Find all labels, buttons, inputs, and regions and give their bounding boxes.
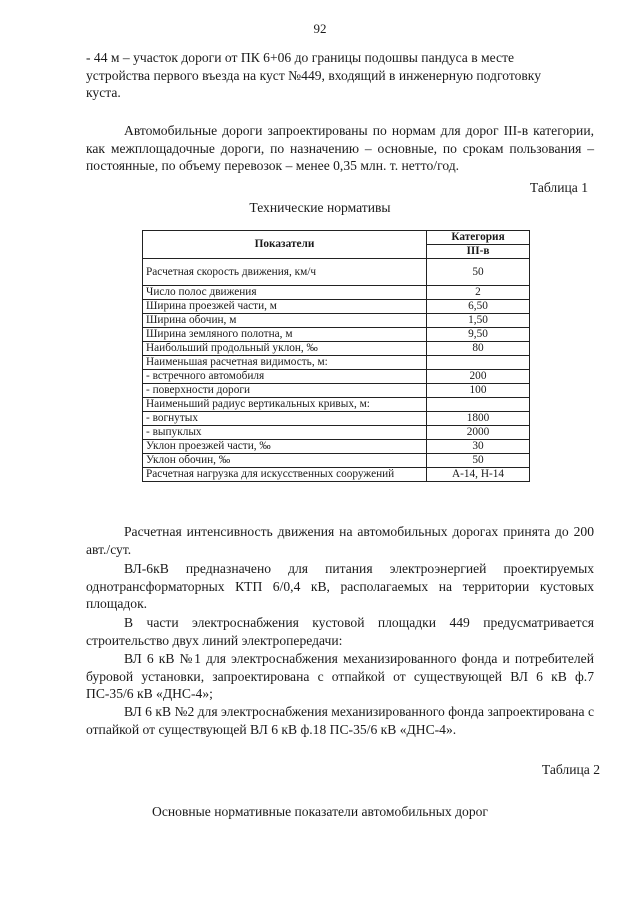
intro-line: куста. [86, 85, 121, 100]
table-cell-name: - выпуклых [143, 426, 427, 440]
table-cell-value: 6,50 [427, 300, 530, 314]
table-cell-value: 50 [427, 259, 530, 286]
category-value-header: III-в [427, 245, 530, 259]
table2-title: Основные нормативные показатели автомобильных дорог [152, 804, 488, 819]
vl2-paragraph: ВЛ 6 кВ №2 для электроснабжения механизированного фонда запроектирована с отпайкой от существующей ВЛ 6 кВ ф.18 ПС-35/6 кВ «ДНС-4». [86, 704, 594, 737]
category-header: Категория [427, 231, 530, 245]
power-supply-paragraph: В части электроснабжения кустовой площадки 449 предусматривается строительство двух линий электропередачи: [86, 615, 594, 648]
page-number: 92 [313, 21, 327, 36]
roads-paragraph: Автомобильные дороги запроектированы по нормам для дорог III-в категории, как межплощадочные дороги, по назначению – основные, по срокам пользования – постоянные, по объему перевозок – менее 0,35 млн. т. нетто/год. [86, 123, 594, 173]
technical-norms-table [142, 230, 530, 482]
table-cell-name: Наибольший продольный уклон, ‰ [143, 342, 427, 356]
table-cell-name: Ширина обочин, м [143, 314, 427, 328]
intro-line: устройства первого въезда на куст №449, входящий в инженерную подготовку [86, 67, 542, 83]
table-cell-name: Наименьшая расчетная видимость, м: [143, 356, 427, 370]
table-cell-value [427, 356, 530, 370]
table-cell-value: 1,50 [427, 314, 530, 328]
vl1-paragraph: ВЛ 6 кВ №1 для электроснабжения механизированного фонда и потребителей буровой установки, запроектирована с отпайкой от существующей ВЛ 6 кВ ф.7 ПС-35/6 кВ «ДНС-4»; [86, 651, 594, 701]
table-cell-value: 80 [427, 342, 530, 356]
table2-label: Таблица 2 [541, 762, 600, 777]
table-cell-name: Наименьший радиус вертикальных кривых, м: [143, 398, 427, 412]
table-cell-value: 1800 [427, 412, 530, 426]
table-cell-value: 9,50 [427, 328, 530, 342]
table-cell-name: - вогнутых [143, 412, 427, 426]
table-cell-value: 100 [427, 384, 530, 398]
intro-paragraph [86, 49, 594, 102]
table-cell-name: Уклон обочин, ‰ [143, 454, 427, 468]
table-cell-name: Число полос движения [143, 286, 427, 300]
table-cell-name: - встречного автомобиля [143, 370, 427, 384]
table-cell-name: Ширина проезжей части, м [143, 300, 427, 314]
table-cell-value: А-14, Н-14 [427, 468, 530, 482]
table-cell-name: Уклон проезжей части, ‰ [143, 440, 427, 454]
table-cell-value [427, 398, 530, 412]
indicator-header: Показатели [143, 231, 427, 259]
table1-title: Технические нормативы [249, 200, 391, 215]
table-cell-name: Расчетная скорость движения, км/ч [143, 259, 427, 286]
table-cell-name: Ширина земляного полотна, м [143, 328, 427, 342]
intro-line: - 44 м – участок дороги от ПК 6+06 до границы подошвы пандуса в месте [86, 50, 515, 65]
table-cell-value: 30 [427, 440, 530, 454]
vl-paragraph: ВЛ-6кВ предназначено для питания электроэнергией проектируемых однотрансформаторных КТП 6/0,4 кВ, располагаемых на территории кустовых площадок. [86, 561, 594, 611]
table-cell-name: - поверхности дороги [143, 384, 427, 398]
table-cell-value: 2000 [427, 426, 530, 440]
intensity-paragraph: Расчетная интенсивность движения на автомобильных дорогах принята до 200 авт./сут. [86, 524, 594, 557]
table1-label: Таблица 1 [529, 180, 588, 195]
table-cell-value: 50 [427, 454, 530, 468]
table-cell-value: 2 [427, 286, 530, 300]
table-cell-name: Расчетная нагрузка для искусственных сооружений [143, 468, 427, 482]
table-cell-value: 200 [427, 370, 530, 384]
